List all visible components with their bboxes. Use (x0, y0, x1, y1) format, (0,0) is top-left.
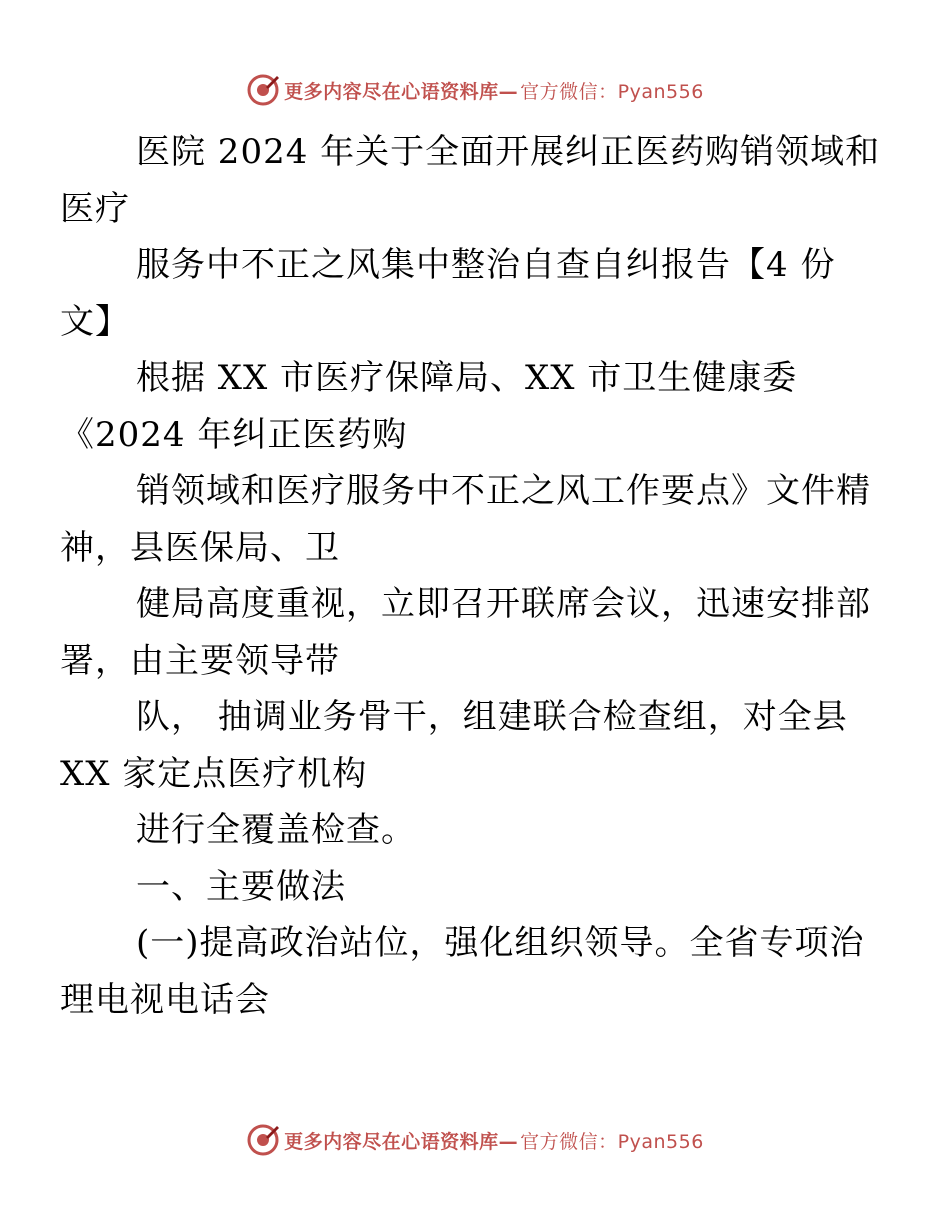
text-line: 一、主要做法 (136, 866, 346, 907)
title-paragraph (60, 124, 881, 237)
body-paragraph (60, 350, 868, 463)
watermark-wechat: 官方微信：Pyan556 (520, 80, 704, 103)
text-line: 理电视电话会 (60, 979, 270, 1020)
text-line: 队， 抽调业务骨干，组建联合检查组，对全县 (136, 697, 848, 737)
text-line: 署，由主要领导带 (60, 640, 340, 681)
text-line: 根据 XX 市医疗保障局、XX 市卫生健康委 (136, 358, 798, 398)
text-line: (一)提高政治站位，强化组织领导。全省专项治 (136, 923, 865, 963)
document-body (60, 124, 881, 1028)
text-line: 进行全覆盖检查。 (136, 810, 416, 850)
watermark-wechat: 官方微信：Pyan556 (520, 1130, 704, 1153)
text-line: 服务中不正之风集中整治自查自纠报告【4 份 (136, 245, 836, 285)
text-line: 《2024 年纠正医药购 (60, 414, 408, 455)
text-line: 医院 2024 年关于全面开展纠正医药购销领域和 (136, 132, 881, 172)
watermark-text: 更多内容尽在心语资料库— (284, 1130, 519, 1153)
body-paragraph (60, 915, 868, 1028)
body-paragraph (98, 802, 868, 859)
pen-logo-icon (246, 1123, 280, 1157)
text-line: XX 家定点医疗机构 (60, 753, 368, 794)
body-paragraph (60, 576, 871, 689)
body-paragraph (60, 689, 868, 802)
title-paragraph (60, 237, 868, 350)
pen-logo-icon (246, 73, 280, 107)
watermark-text: 更多内容尽在心语资料库— (284, 80, 519, 103)
text-line: 医疗 (60, 188, 130, 229)
section-heading (98, 859, 868, 916)
body-paragraph (60, 463, 871, 576)
text-line: 销领域和医疗服务中不正之风工作要点》文件精 (136, 471, 871, 511)
text-line: 神，县医保局、卫 (60, 527, 340, 568)
footer-watermark (0, 1120, 950, 1160)
header-watermark (0, 70, 950, 110)
text-line: 健局高度重视，立即召开联席会议，迅速安排部 (136, 584, 871, 624)
text-line: 文】 (60, 301, 130, 342)
